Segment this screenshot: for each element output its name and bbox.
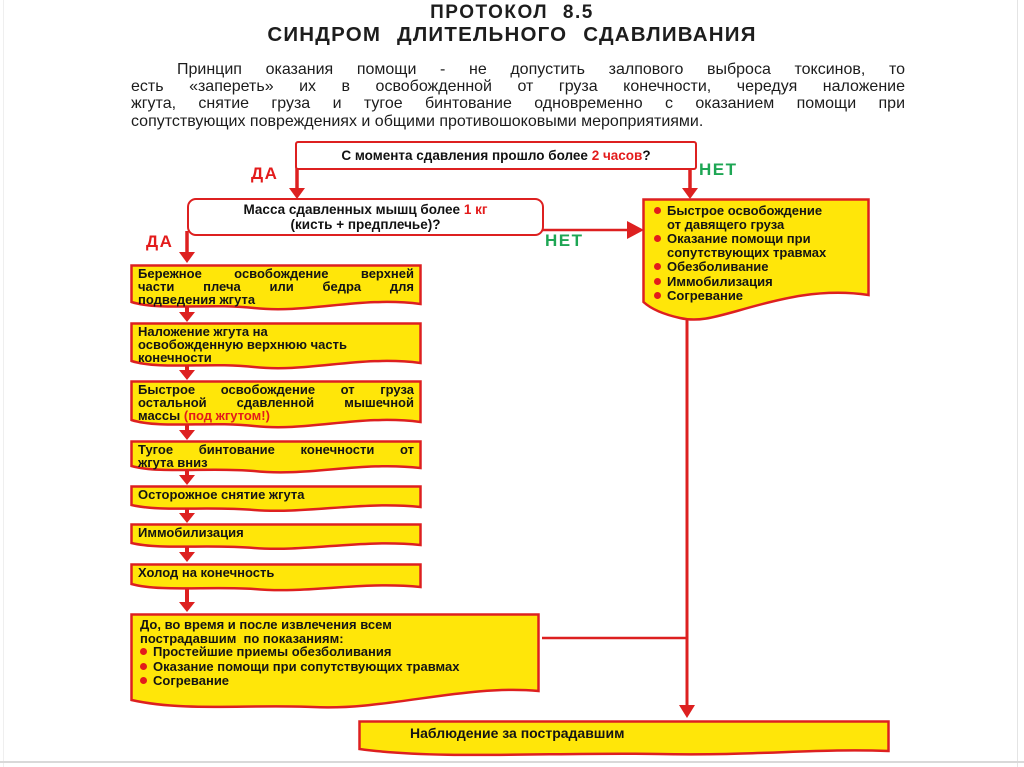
step-text: Наложение жгута на освобожденную верхнюю часть конечности [138,324,347,365]
syndrome-title: СИНДРОМ ДЛИТЕЛЬНОГО СДАВЛИВАНИЯ [267,23,757,46]
label-no-2: НЕТ [545,231,584,250]
slide-frame-left [3,0,4,767]
intro-line: сопутствующих повреждениях и общими противошоковыми мероприятиями. [131,112,704,130]
intro-line: Принцип оказания помощи - не допустить залпового выброса токсинов, то [177,61,905,78]
list-item: Иммобилизация [654,275,862,289]
slide-frame-right [1017,0,1018,767]
decision-mass-line2: (кисть + предплечье)? [290,217,441,232]
decision-time-highlight: 2 часов [591,147,643,163]
list-item: Согревание [654,289,862,303]
list-item: Оказание помощи при сопутствующих травмах [140,660,530,674]
bullet-icon [140,648,147,655]
protocol-number-title: ПРОТОКОЛ 8.5 [430,2,594,23]
bullet-icon [654,278,661,285]
intro-line: жгута, снятие груза и тугое бинтование одновременно с оказанием помощи при [131,95,905,113]
list-item: Быстрое освобождение от давящего груза [654,204,862,231]
decision-mass-highlight: 1 кг [463,201,488,217]
no-branch-actions-content [642,198,870,304]
list-item: Согревание [140,674,530,688]
step-text: Осторожное снятие жгута [138,487,305,502]
list-item: Оказание помощи при сопутствующих травмах [654,232,862,259]
bullet-icon [654,207,661,214]
list-item: Обезболивание [654,260,862,274]
bullet-icon [140,677,147,684]
bullet-icon [654,235,661,242]
intro-line: есть «запереть» их в освобожденной от груза конечности, чередуя наложение [131,78,905,96]
intro-paragraph [131,61,905,130]
step-text: Иммобилизация [138,525,244,540]
observation-text: Наблюдение за пострадавшим [410,725,625,741]
bullet-icon [654,292,661,299]
list-item: Простейшие приемы обезболивания [140,645,530,659]
step-text: Тугое бинтование конечности от жгута вниз [138,442,414,470]
bullet-icon [140,663,147,670]
label-no-1: НЕТ [699,160,738,179]
all-victims-actions-content: До, во время и после извлечения всем пострадавшим по показаниям: Простейшие приемы обезболивания Оказание помощи при сопутствующих травмах Согревание [130,613,540,694]
step-warning-highlight: (под жгутом!) [183,408,270,423]
decision-muscle-mass [187,198,544,236]
decision-time-text: С момента сдавления прошло более 2 часов? [341,147,651,163]
no-branch-actions-box [642,198,870,328]
step-text: Бережное освобождение верхней части плеча или бедра для подведения жгута [138,266,414,307]
decision-time-elapsed [295,141,697,170]
decision-mass-line1: Масса сдавленных мышц более 1 кг [243,201,488,217]
bullet-icon [654,263,661,270]
label-yes-2: ДА [146,232,174,251]
step-text: Холод на конечность [138,565,275,580]
step-text: Быстрое освобождение от груза остальной сдавленной мышечной массы (под жгутом!) [138,382,414,423]
label-yes-1: ДА [251,164,279,183]
